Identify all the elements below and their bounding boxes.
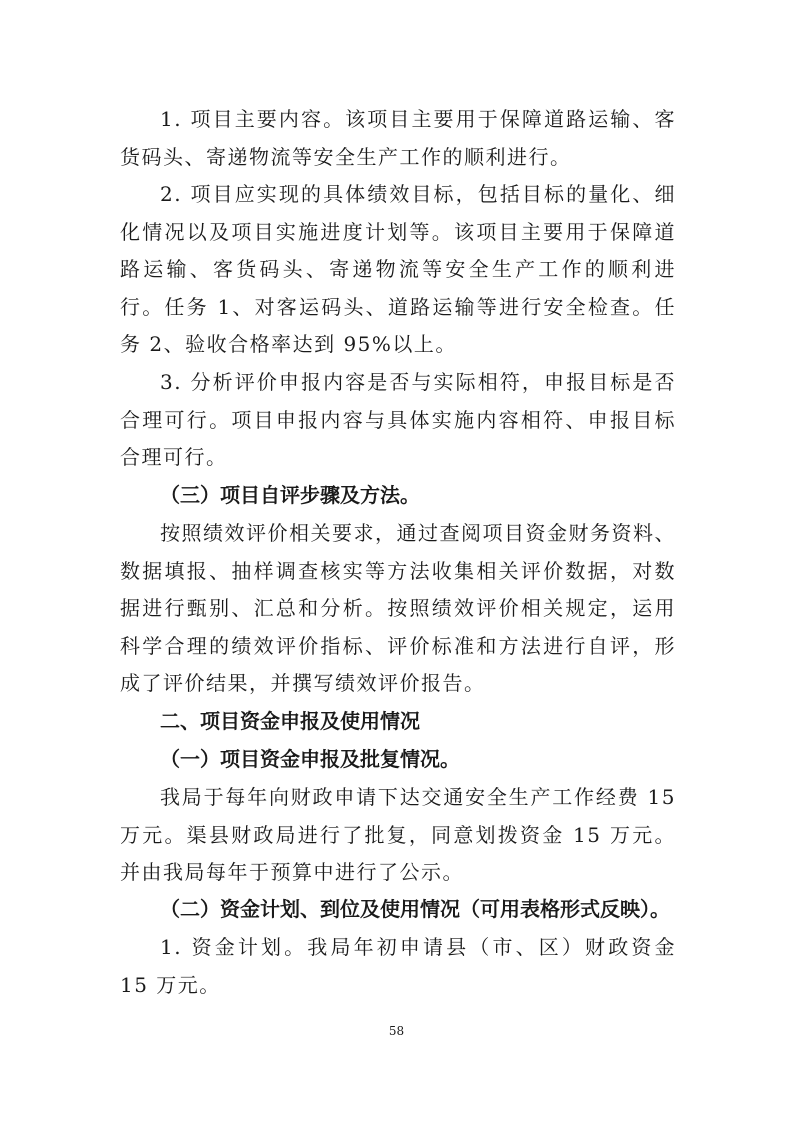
paragraph-evaluation-analysis: 3. 分析评价申报内容是否与实际相符，申报目标是否合理可行。项目申报内容与具体实施内容相符、申报目标合理可行。 (120, 370, 676, 469)
paragraph-performance-goals: 2. 项目应实现的具体绩效目标，包括目标的量化、细化情况以及项目实施进度计划等。该项目主要用于保障道路运输、客货码头、寄递物流等安全生产工作的顺利进行。任务 1、对客运码头、道路运输等进行安全检查。任务 2、验收合格率达到 95%以上。 (120, 182, 676, 356)
paragraph-funding-application: 我局于每年向财政申请下达交通安全生产工作经费 15 万元。渠县财政局进行了批复，同意划拨资金 15 万元。并由我局每年于预算中进行了公示。 (120, 785, 676, 884)
paragraph-evaluation-method: 按照绩效评价相关要求，通过查阅项目资金财务资料、数据填报、抽样调查核实等方法收集相关评价数据，对数据进行甄别、汇总和分析。按照绩效评价相关规定，运用科学合理的绩效评价指标、评价标准和方法进行自评，形成了评价结果，并撰写绩效评价报告。 (120, 521, 676, 695)
heading-funding-plan: （二）资金计划、到位及使用情况（可用表格形式反映）。 (160, 897, 670, 921)
heading-funding-section: 二、项目资金申报及使用情况 (160, 709, 420, 733)
paragraph-funding-plan: 1. 资金计划。我局年初申请县（市、区）财政资金 15 万元。 (120, 935, 676, 997)
paragraph-project-content: 1. 项目主要内容。该项目主要用于保障道路运输、客货码头、寄递物流等安全生产工作的顺利进行。 (120, 107, 676, 169)
heading-self-evaluation-steps: （三）项目自评步骤及方法。 (160, 483, 420, 507)
page-number: 58 (388, 1024, 405, 1038)
heading-funding-application: （一）项目资金申报及批复情况。 (160, 747, 460, 771)
